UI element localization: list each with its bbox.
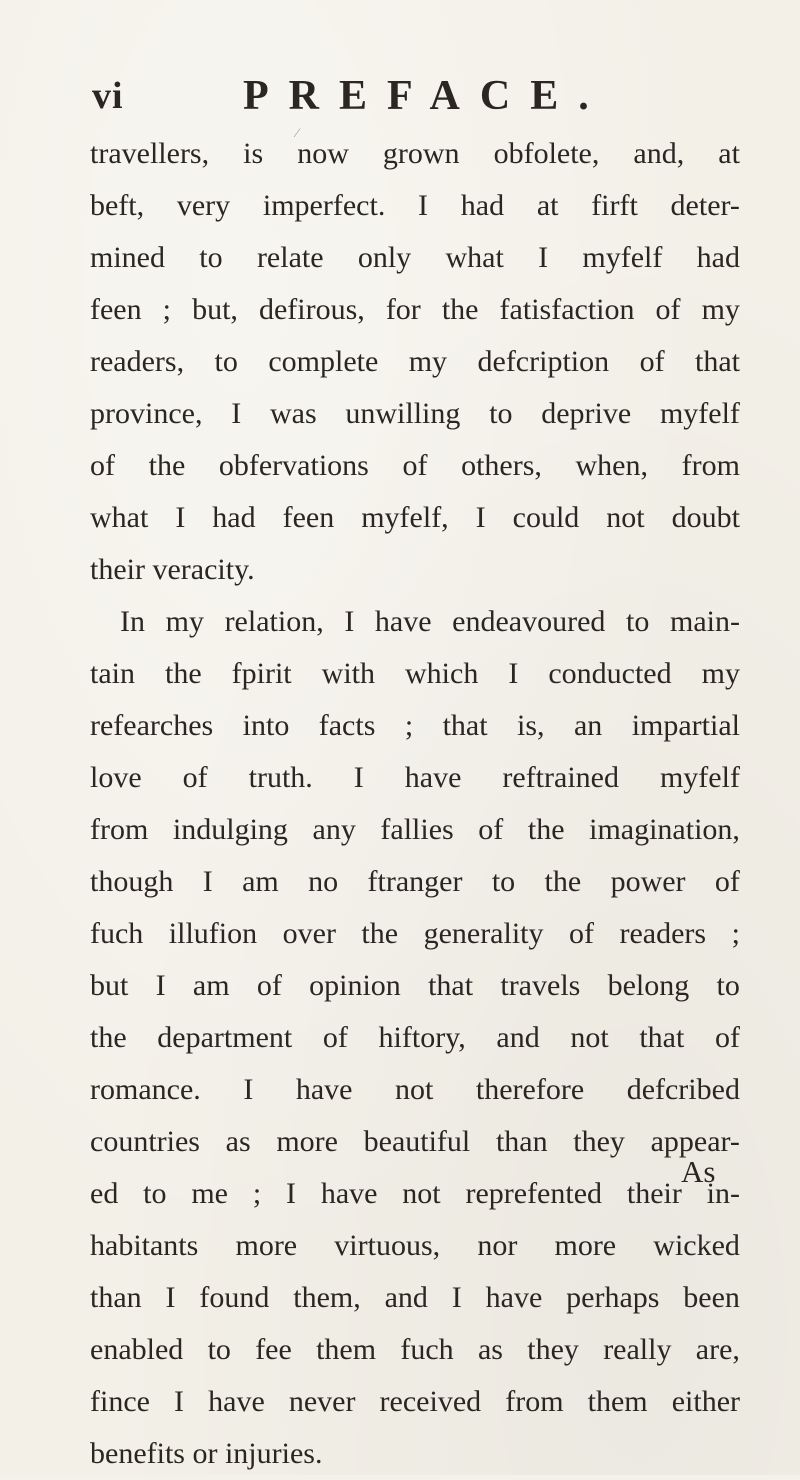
catchword: As [681, 1154, 716, 1189]
text-line: travellers, is now grown obfolete, and, at [90, 137, 740, 170]
text-line: than I found them, and I have perhaps been [90, 1281, 740, 1314]
text-line: countries as more beautiful than they appear- [90, 1125, 740, 1158]
text-line: ed to me ; I have not reprefented their in- [90, 1177, 740, 1210]
text-line: beft, very imperfect. I had at firft deter- [90, 189, 740, 222]
page-number: vi [92, 75, 124, 117]
text-line: province, I was unwilling to deprive myfelf [90, 397, 740, 430]
paragraph-end-line: their veracity. [90, 553, 255, 586]
text-line: of the obfervations of others, when, from [90, 449, 740, 482]
text-line: tain the fpirit with which I conducted my [90, 657, 740, 690]
text-line: feen ; but, defirous, for the fatisfaction of my [90, 293, 740, 326]
body-text [90, 125, 740, 1480]
text-line: the department of hiftory, and not that of [90, 1021, 740, 1054]
text-line: love of truth. I have reftrained myfelf [90, 761, 740, 794]
paragraph-start-line: In my relation, I have endeavoured to main- [120, 605, 740, 638]
text-line: romance. I have not therefore defcribed [90, 1073, 740, 1106]
text-line: fuch illufion over the generality of readers ; [90, 917, 740, 950]
running-title: PREFACE. [243, 73, 609, 119]
text-line: mined to relate only what I myfelf had [90, 241, 740, 274]
text-line: habitants more virtuous, nor more wicked [90, 1229, 740, 1262]
text-line: readers, to complete my defcription of that [90, 345, 740, 378]
paragraph-end-line: benefits or injuries. [90, 1437, 323, 1470]
text-line: though I am no ftranger to the power of [90, 865, 740, 898]
printer-mark-icon: ⁄ [296, 125, 299, 140]
running-head [0, 72, 800, 122]
text-line: enabled to fee them fuch as they really are, [90, 1333, 740, 1366]
text-line: fince I have never received from them either [90, 1385, 740, 1418]
text-line: but I am of opinion that travels belong to [90, 969, 740, 1002]
text-line: from indulging any fallies of the imagination, [90, 813, 740, 846]
text-line: what I had feen myfelf, I could not doubt [90, 501, 740, 534]
text-line: refearches into facts ; that is, an impartial [90, 709, 740, 742]
